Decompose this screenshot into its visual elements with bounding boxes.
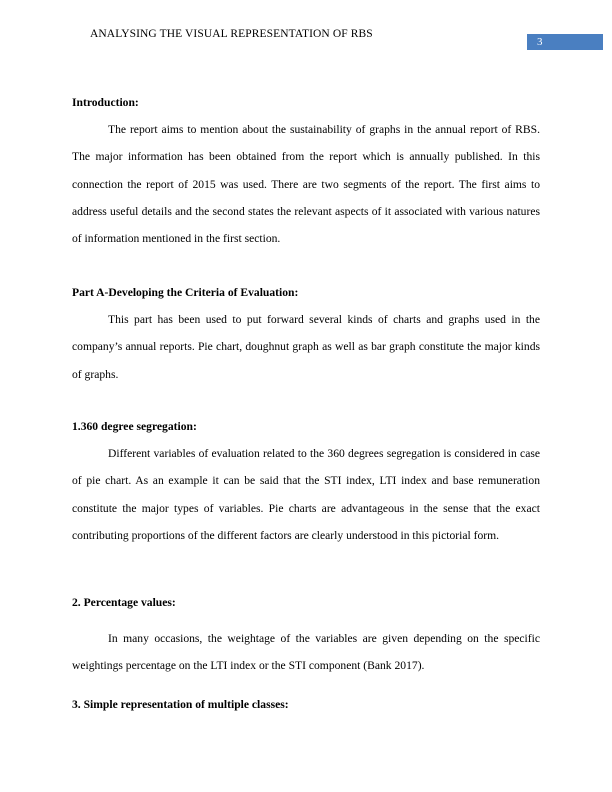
introduction-heading: Introduction: (72, 96, 139, 109)
segregation-text: Different variables of evaluation related to the 360 degrees segregation is considered in case of pie chart. As an example it can be said that the STI index, LTI index and base remuneration constitute the major types of variables. Pie charts are advantageous in the sense that the exact contributing proportions of the different factors are clearly understood in this pictorial form. (72, 447, 540, 542)
percentage-text: In many occasions, the weightage of the variables are given depending on the specific weightings percentage on the LTI index or the STI component (Bank 2017). (72, 632, 540, 673)
introduction-text: The report aims to mention about the sustainability of graphs in the annual report of RBS. The major information has been obtained from the report which is annually published. In this connection the report of 2015 was used. There are two segments of the report. The first aims to address useful details and the second states the relevant aspects of it associated with various natures of information mentioned in the first section. (72, 123, 540, 246)
segregation-heading: 1.360 degree segregation: (72, 420, 197, 433)
running-header-title: ANALYSING THE VISUAL REPRESENTATION OF RBS (90, 28, 373, 40)
part-a-heading: Part A-Developing the Criteria of Evaluation: (72, 286, 299, 299)
segregation-paragraph (72, 440, 540, 549)
percentage-paragraph (72, 625, 540, 680)
part-a-text: This part has been used to put forward several kinds of charts and graphs used in the company’s annual reports. Pie chart, doughnut graph as well as bar graph constitute the major kinds of graphs. (72, 313, 540, 381)
simple-representation-heading: 3. Simple representation of multiple classes: (72, 698, 289, 711)
page-number-badge: 3 (527, 34, 603, 50)
part-a-paragraph (72, 306, 540, 388)
percentage-heading: 2. Percentage values: (72, 596, 176, 609)
introduction-paragraph (72, 116, 540, 252)
